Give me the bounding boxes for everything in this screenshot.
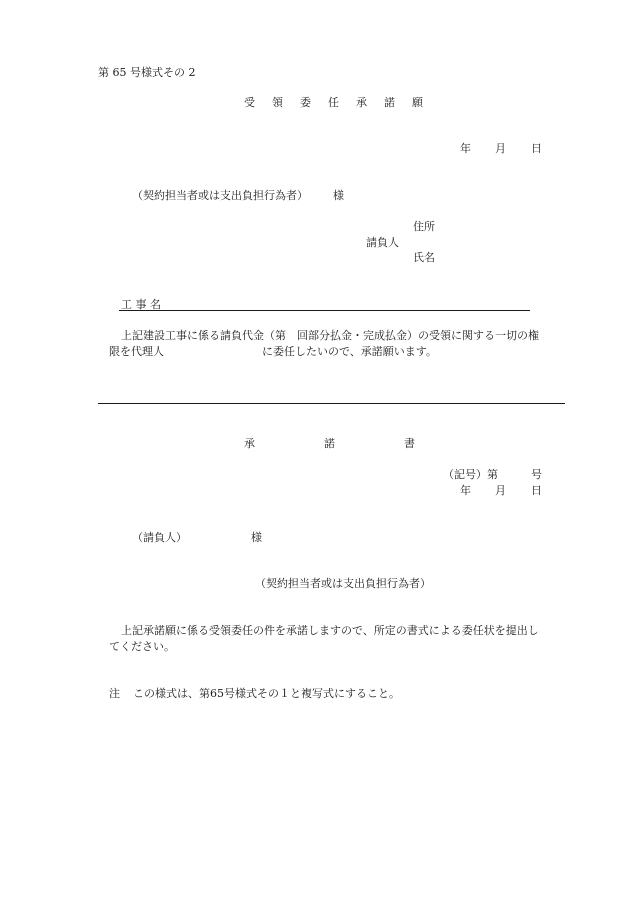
request-date-month: 月 — [495, 142, 506, 155]
consent-date-year: 年 — [460, 484, 471, 497]
consent-addressee: （請負人） — [132, 531, 187, 544]
request-body-line2-end: に委任したいので、承諾願います。 — [262, 345, 437, 358]
record-number-suffix: 号 — [531, 468, 542, 481]
consent-date-month: 月 — [495, 484, 506, 497]
work-name-label: 工 事 名 — [121, 298, 161, 311]
consent-title-text — [244, 437, 415, 450]
consent-title-char: 諾 — [324, 437, 335, 450]
request-addressee: （契約担当者或は支出負担行為者） — [132, 189, 308, 202]
consent-honorific: 様 — [251, 531, 262, 544]
address-label: 住所 — [413, 220, 435, 233]
note-text: この様式は、第65号様式その１と複写式にすること。 — [133, 687, 400, 700]
consent-body-line2: てください。 — [109, 640, 175, 653]
record-number-label: （記号）第 — [443, 468, 498, 481]
consent-title-char: 承 — [244, 437, 255, 450]
request-date-day: 日 — [531, 142, 542, 155]
request-honorific: 様 — [333, 189, 344, 202]
name-label: 氏名 — [413, 251, 435, 264]
consent-title-char: 書 — [404, 437, 415, 450]
form-number: 第 65 号様式その 2 — [98, 66, 196, 79]
note-label: 注 — [109, 687, 120, 700]
consent-body-line1: 上記承諾願に係る受領委任の件を承諾しますので、所定の書式による委任状を提出し — [121, 624, 539, 637]
section-divider — [98, 403, 565, 404]
request-date-year: 年 — [460, 142, 471, 155]
request-body-line2-start: 限を代理人 — [109, 345, 164, 358]
request-title: 受領委任承諾願 — [244, 96, 440, 109]
consent-title — [244, 438, 415, 449]
request-body-line1: 上記建設工事に係る請負代金（第 回部分払金・完成払金）の受領に関する一切の権 — [121, 329, 539, 342]
contractor-label: 請負人 — [366, 236, 399, 249]
work-name-underline — [119, 310, 530, 311]
consent-signer: （契約担当者或は支出負担行為者） — [255, 577, 431, 590]
consent-date-day: 日 — [531, 484, 542, 497]
